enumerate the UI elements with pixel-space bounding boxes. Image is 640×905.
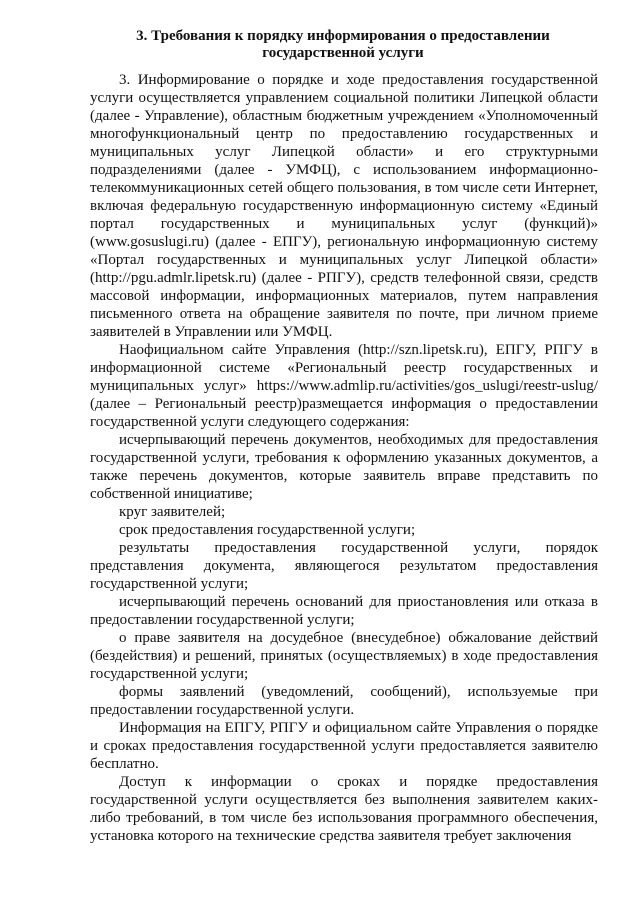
paragraph-official-site: Наофициальном сайте Управления (http://szn.lipetsk.ru), ЕПГУ, РПГУ в информационной системе «Региональный реестр государственных и муниципальных услуг» https://www.admlip.ru/activities/gos_uslugi/reestr-uslug/ (далее – Региональный реестр)размещается информация о предоставлении государственной услуги следующего содержания: (90, 342, 598, 430)
list-item-appeal-right: о праве заявителя на досудебное (внесудебное) обжалование действий (бездействия) и решений, принятых (осуществляемых) в ходе предоставления государственной услуги; (90, 630, 598, 682)
list-item-applicants: круг заявителей; (119, 504, 226, 520)
list-item-documents: исчерпывающий перечень документов, необходимых для предоставления государственной услуги, требования к оформлению указанных документов, а также перечень документов, которые заявитель вправе представить по собственной инициативе; (90, 432, 598, 502)
section-body (90, 71, 598, 845)
list-item-forms: формы заявлений (уведомлений, сообщений), используемые при предоставлении государственной услуги. (90, 684, 598, 718)
paragraph-free-of-charge: Информация на ЕПГУ, РПГУ и официальном сайте Управления о порядке и сроках предоставления государственной услуги предоставляется заявителю бесплатно. (90, 720, 598, 772)
paragraph-access: Доступ к информации о сроках и порядке предоставления государственной услуги осуществляется без выполнения заявителем каких-либо требований, в том числе без использования программного обеспечения, установка которого на технические средства заявителя требует заключения (90, 774, 598, 844)
paragraph-informing-intro: 3. Информирование о порядке и ходе предоставления государственной услуги осуществляется управлением социальной политики Липецкой области (далее - Управление), областным бюджетным учреждением «Уполномоченный многофункциональный центр по предоставлению государственных и муниципальных услуг Липецкой области» и его структурными подразделениями (далее - УМФЦ), с использованием информационно-телекоммуникационных сетей общего пользования, в том числе сети Интернет, включая федеральную государственную информационную систему «Единый портал государственных и муниципальных услуг (функций)» (www.gosuslugi.ru) (далее - ЕПГУ), региональную информационную систему «Портал государственных и муниципальных услуг Липецкой области» (http://pgu.admlr.lipetsk.ru) (далее - РПГУ), средств телефонной связи, средств массовой информации, информационных материалов, путем направления письменного ответа на обращение заявителя по почте, при личном приеме заявителей в Управлении или УМФЦ. (90, 72, 598, 340)
section-heading: 3. Требования к порядку информирования о предоставлении государственной услуги (136, 28, 550, 61)
list-item-refusal-grounds: исчерпывающий перечень оснований для приостановления или отказа в предоставлении государственной услуги; (90, 594, 598, 628)
list-item-term: срок предоставления государственной услуги; (119, 522, 416, 538)
list-item-results: результаты предоставления государственной услуги, порядок представления документа, являющегося результатом предоставления государственной услуги; (90, 540, 598, 592)
